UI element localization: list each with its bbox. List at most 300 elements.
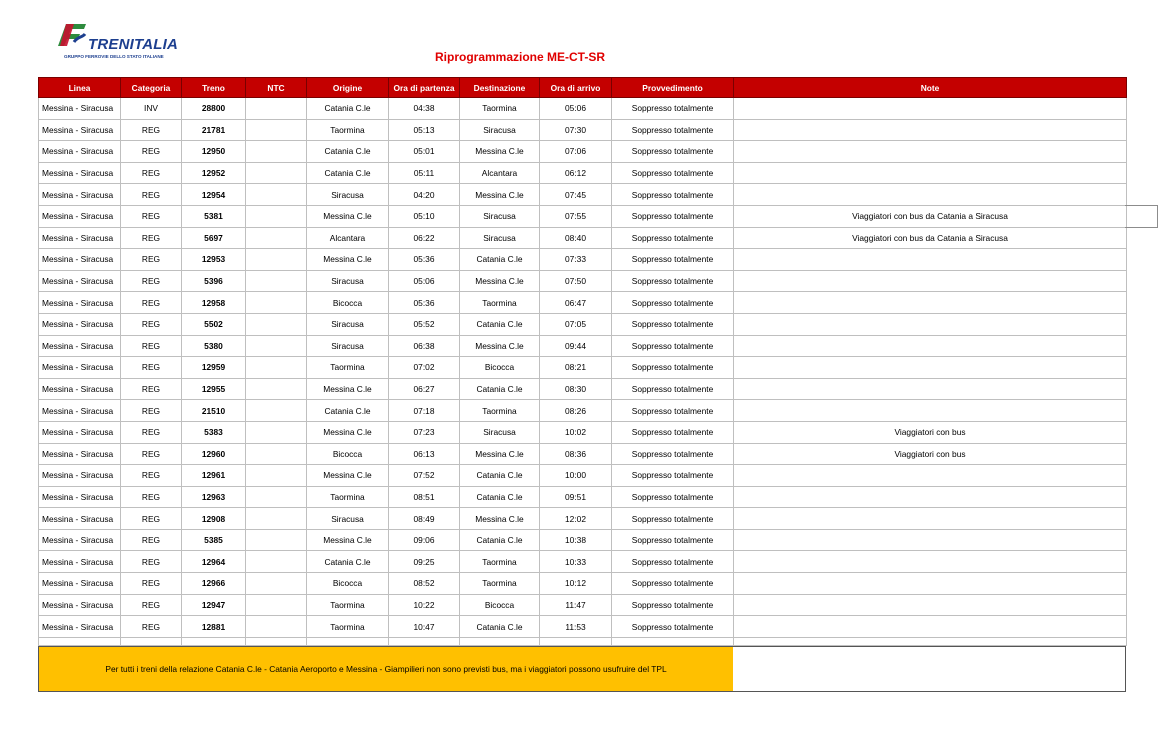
- cell-origine: Messina C.le: [307, 378, 389, 400]
- cell-linea: Messina - Siracusa: [39, 551, 121, 573]
- cell-linea: Messina - Siracusa: [39, 119, 121, 141]
- cell-ntc: [246, 378, 307, 400]
- cell-categoria: REG: [121, 443, 182, 465]
- cell-note: Viaggiatori con bus da Catania a Siracusa: [734, 227, 1127, 249]
- cell-ntc: [246, 465, 307, 487]
- cell-destinazione: Siracusa: [460, 421, 540, 443]
- cell-partenza: 09:06: [389, 529, 460, 551]
- cell-ntc: [246, 357, 307, 379]
- table-row: [39, 421, 1127, 443]
- cell-destinazione: Bicocca: [460, 594, 540, 616]
- table-row: [39, 249, 1127, 271]
- cell-treno: 12964: [182, 551, 246, 573]
- cell-categoria: REG: [121, 357, 182, 379]
- cell-destinazione: Messina C.le: [460, 270, 540, 292]
- table-row: [39, 378, 1127, 400]
- cell-note: Viaggiatori con bus da Catania a Siracusa: [734, 205, 1127, 227]
- cell-partenza: 05:52: [389, 313, 460, 335]
- cell-provvedimento: Soppresso totalmente: [612, 594, 734, 616]
- cell-ntc: [246, 421, 307, 443]
- cell-categoria: REG: [121, 378, 182, 400]
- cell-note: [734, 529, 1127, 551]
- cell-destinazione: Catania C.le: [460, 486, 540, 508]
- cell-origine: Bicocca: [307, 292, 389, 314]
- cell-ntc: [246, 227, 307, 249]
- spacer-cell: [246, 637, 307, 645]
- cell-arrivo: 11:53: [540, 616, 612, 638]
- column-header-provvedimento: Provvedimento: [612, 78, 734, 98]
- cell-provvedimento: Soppresso totalmente: [612, 443, 734, 465]
- cell-categoria: REG: [121, 529, 182, 551]
- cell-arrivo: 07:55: [540, 205, 612, 227]
- cell-note: [734, 313, 1127, 335]
- table-row: [39, 98, 1127, 120]
- cell-partenza: 10:47: [389, 616, 460, 638]
- cell-arrivo: 07:30: [540, 119, 612, 141]
- cell-linea: Messina - Siracusa: [39, 162, 121, 184]
- cell-partenza: 05:10: [389, 205, 460, 227]
- spacer-cell: [307, 637, 389, 645]
- cell-provvedimento: Soppresso totalmente: [612, 119, 734, 141]
- cell-destinazione: Taormina: [460, 98, 540, 120]
- table-row: [39, 486, 1127, 508]
- cell-arrivo: 08:40: [540, 227, 612, 249]
- footer-note: [38, 646, 1126, 692]
- cell-linea: Messina - Siracusa: [39, 443, 121, 465]
- cell-destinazione: Taormina: [460, 573, 540, 595]
- table-row: [39, 270, 1127, 292]
- cell-ntc: [246, 335, 307, 357]
- cell-linea: Messina - Siracusa: [39, 486, 121, 508]
- cell-ntc: [246, 551, 307, 573]
- trenitalia-logo: [52, 16, 182, 64]
- table-body: [39, 98, 1127, 646]
- cell-destinazione: Catania C.le: [460, 529, 540, 551]
- cell-origine: Catania C.le: [307, 400, 389, 422]
- column-header-linea: Linea: [39, 78, 121, 98]
- cell-partenza: 05:36: [389, 249, 460, 271]
- cell-note: [734, 465, 1127, 487]
- cell-ntc: [246, 529, 307, 551]
- cell-arrivo: 08:30: [540, 378, 612, 400]
- table-row: [39, 184, 1127, 206]
- cell-origine: Alcantara: [307, 227, 389, 249]
- cell-arrivo: 07:50: [540, 270, 612, 292]
- cell-note: [734, 162, 1127, 184]
- cell-destinazione: Taormina: [460, 400, 540, 422]
- cell-categoria: REG: [121, 335, 182, 357]
- cell-ntc: [246, 292, 307, 314]
- cell-treno: 5697: [182, 227, 246, 249]
- logo-brand-text: TRENITALIA: [88, 36, 179, 53]
- cell-categoria: REG: [121, 249, 182, 271]
- cell-categoria: REG: [121, 616, 182, 638]
- cell-partenza: 08:52: [389, 573, 460, 595]
- cell-origine: Taormina: [307, 119, 389, 141]
- cell-origine: Taormina: [307, 357, 389, 379]
- cell-categoria: REG: [121, 119, 182, 141]
- cell-partenza: 05:01: [389, 141, 460, 163]
- cell-destinazione: Messina C.le: [460, 443, 540, 465]
- cell-linea: Messina - Siracusa: [39, 508, 121, 530]
- cell-ntc: [246, 119, 307, 141]
- cell-arrivo: 07:45: [540, 184, 612, 206]
- cell-linea: Messina - Siracusa: [39, 270, 121, 292]
- cell-treno: 12954: [182, 184, 246, 206]
- cell-partenza: 07:23: [389, 421, 460, 443]
- cell-treno: 12908: [182, 508, 246, 530]
- header-row: [39, 78, 1127, 98]
- cell-destinazione: Taormina: [460, 292, 540, 314]
- cell-categoria: REG: [121, 313, 182, 335]
- cell-provvedimento: Soppresso totalmente: [612, 616, 734, 638]
- cell-origine: Siracusa: [307, 313, 389, 335]
- cell-linea: Messina - Siracusa: [39, 357, 121, 379]
- cell-destinazione: Alcantara: [460, 162, 540, 184]
- footer-notice-text: Per tutti i treni della relazione Catania C.le - Catania Aeroporto e Messina - Giampilieri non sono previsti bus, ma i viaggiatori possono usufruire del TPL: [105, 664, 667, 674]
- cell-destinazione: Messina C.le: [460, 184, 540, 206]
- cell-categoria: REG: [121, 205, 182, 227]
- cell-arrivo: 10:00: [540, 465, 612, 487]
- cell-categoria: REG: [121, 270, 182, 292]
- cell-treno: 28800: [182, 98, 246, 120]
- cell-note: [734, 551, 1127, 573]
- column-header-partenza: Ora di partenza: [389, 78, 460, 98]
- cell-arrivo: 07:05: [540, 313, 612, 335]
- cell-note: [734, 249, 1127, 271]
- footer-empty-cell: [733, 646, 1126, 692]
- cell-provvedimento: Soppresso totalmente: [612, 465, 734, 487]
- table-row: [39, 400, 1127, 422]
- cell-treno: 12958: [182, 292, 246, 314]
- cell-origine: Siracusa: [307, 508, 389, 530]
- cell-provvedimento: Soppresso totalmente: [612, 98, 734, 120]
- cell-provvedimento: Soppresso totalmente: [612, 313, 734, 335]
- cell-arrivo: 08:36: [540, 443, 612, 465]
- cell-partenza: 08:49: [389, 508, 460, 530]
- cell-origine: Catania C.le: [307, 551, 389, 573]
- cell-note: [734, 184, 1127, 206]
- page-title: Riprogrammazione ME-CT-SR: [434, 50, 605, 64]
- cell-categoria: REG: [121, 162, 182, 184]
- cell-note: [734, 616, 1127, 638]
- cell-ntc: [246, 98, 307, 120]
- cell-arrivo: 09:44: [540, 335, 612, 357]
- cell-treno: 12960: [182, 443, 246, 465]
- cell-note: [734, 400, 1127, 422]
- table-row: [39, 313, 1127, 335]
- cell-origine: Siracusa: [307, 335, 389, 357]
- cell-ntc: [246, 313, 307, 335]
- cell-destinazione: Catania C.le: [460, 249, 540, 271]
- cell-partenza: 08:51: [389, 486, 460, 508]
- cell-treno: 12961: [182, 465, 246, 487]
- column-header-note: Note: [734, 78, 1127, 98]
- cell-note: [734, 357, 1127, 379]
- cell-destinazione: Catania C.le: [460, 465, 540, 487]
- cell-note: [734, 573, 1127, 595]
- cell-linea: Messina - Siracusa: [39, 184, 121, 206]
- fs-logo-icon: [52, 16, 88, 52]
- cell-treno: 5385: [182, 529, 246, 551]
- column-header-destinazione: Destinazione: [460, 78, 540, 98]
- cell-origine: Taormina: [307, 486, 389, 508]
- cell-categoria: REG: [121, 551, 182, 573]
- cell-partenza: 06:22: [389, 227, 460, 249]
- cell-destinazione: Siracusa: [460, 227, 540, 249]
- cell-origine: Siracusa: [307, 184, 389, 206]
- cell-ntc: [246, 162, 307, 184]
- footer-notice-box: [38, 646, 734, 692]
- cell-provvedimento: Soppresso totalmente: [612, 141, 734, 163]
- cell-linea: Messina - Siracusa: [39, 249, 121, 271]
- cell-arrivo: 10:02: [540, 421, 612, 443]
- table-row: [39, 529, 1127, 551]
- cell-origine: Messina C.le: [307, 249, 389, 271]
- table-row: [39, 227, 1127, 249]
- cell-provvedimento: Soppresso totalmente: [612, 529, 734, 551]
- cell-linea: Messina - Siracusa: [39, 141, 121, 163]
- cell-treno: 5383: [182, 421, 246, 443]
- cell-treno: 12881: [182, 616, 246, 638]
- cell-arrivo: 07:33: [540, 249, 612, 271]
- cell-categoria: REG: [121, 486, 182, 508]
- cell-provvedimento: Soppresso totalmente: [612, 357, 734, 379]
- cell-categoria: REG: [121, 508, 182, 530]
- cell-origine: Bicocca: [307, 443, 389, 465]
- spacer-cell: [182, 637, 246, 645]
- cell-linea: Messina - Siracusa: [39, 594, 121, 616]
- cell-destinazione: Catania C.le: [460, 616, 540, 638]
- cell-categoria: REG: [121, 141, 182, 163]
- cell-linea: Messina - Siracusa: [39, 421, 121, 443]
- table-header: [39, 78, 1127, 98]
- column-header-origine: Origine: [307, 78, 389, 98]
- table-row: [39, 119, 1127, 141]
- table-row: [39, 573, 1127, 595]
- table-row: [39, 551, 1127, 573]
- cell-treno: 21510: [182, 400, 246, 422]
- cell-provvedimento: Soppresso totalmente: [612, 162, 734, 184]
- cell-destinazione: Messina C.le: [460, 335, 540, 357]
- cell-categoria: REG: [121, 292, 182, 314]
- cell-note: [734, 270, 1127, 292]
- cell-treno: 12955: [182, 378, 246, 400]
- cell-origine: Messina C.le: [307, 205, 389, 227]
- cell-linea: Messina - Siracusa: [39, 335, 121, 357]
- cell-origine: Messina C.le: [307, 529, 389, 551]
- cell-ntc: [246, 184, 307, 206]
- cell-arrivo: 10:33: [540, 551, 612, 573]
- table-row: [39, 616, 1127, 638]
- cell-provvedimento: Soppresso totalmente: [612, 335, 734, 357]
- cell-origine: Messina C.le: [307, 465, 389, 487]
- table-row: [39, 508, 1127, 530]
- cell-note: Viaggiatori con bus: [734, 443, 1127, 465]
- spacer-cell: [612, 637, 734, 645]
- cell-ntc: [246, 594, 307, 616]
- cell-arrivo: 12:02: [540, 508, 612, 530]
- cell-destinazione: Messina C.le: [460, 508, 540, 530]
- column-header-ntc: NTC: [246, 78, 307, 98]
- note-overflow-border: [1125, 205, 1158, 228]
- cell-treno: 12963: [182, 486, 246, 508]
- cell-arrivo: 10:38: [540, 529, 612, 551]
- cell-provvedimento: Soppresso totalmente: [612, 400, 734, 422]
- cell-linea: Messina - Siracusa: [39, 573, 121, 595]
- cell-arrivo: 06:47: [540, 292, 612, 314]
- cell-provvedimento: Soppresso totalmente: [612, 249, 734, 271]
- cell-ntc: [246, 443, 307, 465]
- cell-treno: 5396: [182, 270, 246, 292]
- cell-linea: Messina - Siracusa: [39, 205, 121, 227]
- cell-note: [734, 594, 1127, 616]
- cell-provvedimento: Soppresso totalmente: [612, 205, 734, 227]
- cell-categoria: REG: [121, 184, 182, 206]
- cell-provvedimento: Soppresso totalmente: [612, 270, 734, 292]
- cell-partenza: 05:36: [389, 292, 460, 314]
- column-header-arrivo: Ora di arrivo: [540, 78, 612, 98]
- cell-destinazione: Taormina: [460, 551, 540, 573]
- cell-arrivo: 11:47: [540, 594, 612, 616]
- cell-note: [734, 292, 1127, 314]
- cell-linea: Messina - Siracusa: [39, 227, 121, 249]
- cell-categoria: REG: [121, 594, 182, 616]
- cell-treno: 12966: [182, 573, 246, 595]
- cell-arrivo: 06:12: [540, 162, 612, 184]
- spacer-cell: [389, 637, 460, 645]
- cell-note: [734, 486, 1127, 508]
- cell-origine: Bicocca: [307, 573, 389, 595]
- cell-linea: Messina - Siracusa: [39, 400, 121, 422]
- cell-provvedimento: Soppresso totalmente: [612, 292, 734, 314]
- table-row: [39, 357, 1127, 379]
- cell-linea: Messina - Siracusa: [39, 529, 121, 551]
- trains-table: [38, 77, 1127, 646]
- cell-partenza: 09:25: [389, 551, 460, 573]
- cell-note: [734, 141, 1127, 163]
- cell-origine: Taormina: [307, 616, 389, 638]
- cell-provvedimento: Soppresso totalmente: [612, 573, 734, 595]
- column-header-treno: Treno: [182, 78, 246, 98]
- cell-note: [734, 98, 1127, 120]
- cell-destinazione: Siracusa: [460, 205, 540, 227]
- table-row: [39, 465, 1127, 487]
- cell-treno: 12959: [182, 357, 246, 379]
- spacer-cell: [734, 637, 1127, 645]
- cell-partenza: 05:13: [389, 119, 460, 141]
- cell-ntc: [246, 141, 307, 163]
- cell-categoria: REG: [121, 400, 182, 422]
- cell-ntc: [246, 486, 307, 508]
- cell-destinazione: Catania C.le: [460, 313, 540, 335]
- cell-note: [734, 378, 1127, 400]
- cell-origine: Catania C.le: [307, 162, 389, 184]
- cell-ntc: [246, 616, 307, 638]
- logo-subtitle: GRUPPO FERROVIE DELLO STATO ITALIANE: [64, 54, 164, 59]
- cell-destinazione: Messina C.le: [460, 141, 540, 163]
- table-row: [39, 141, 1127, 163]
- table-row: [39, 443, 1127, 465]
- cell-treno: 12950: [182, 141, 246, 163]
- cell-provvedimento: Soppresso totalmente: [612, 378, 734, 400]
- cell-destinazione: Siracusa: [460, 119, 540, 141]
- cell-partenza: 10:22: [389, 594, 460, 616]
- cell-provvedimento: Soppresso totalmente: [612, 421, 734, 443]
- cell-origine: Catania C.le: [307, 141, 389, 163]
- cell-origine: Siracusa: [307, 270, 389, 292]
- cell-partenza: 06:38: [389, 335, 460, 357]
- cell-ntc: [246, 270, 307, 292]
- cell-provvedimento: Soppresso totalmente: [612, 227, 734, 249]
- cell-treno: 5502: [182, 313, 246, 335]
- spacer-cell: [39, 637, 121, 645]
- cell-partenza: 07:18: [389, 400, 460, 422]
- cell-provvedimento: Soppresso totalmente: [612, 184, 734, 206]
- cell-treno: 5380: [182, 335, 246, 357]
- cell-origine: Messina C.le: [307, 421, 389, 443]
- cell-arrivo: 05:06: [540, 98, 612, 120]
- cell-arrivo: 07:06: [540, 141, 612, 163]
- cell-linea: Messina - Siracusa: [39, 98, 121, 120]
- cell-treno: 5381: [182, 205, 246, 227]
- cell-arrivo: 10:12: [540, 573, 612, 595]
- cell-note: [734, 508, 1127, 530]
- table-spacer-row: [39, 637, 1127, 645]
- cell-note: [734, 119, 1127, 141]
- table-row: [39, 335, 1127, 357]
- cell-categoria: REG: [121, 573, 182, 595]
- table-row: [39, 292, 1127, 314]
- cell-treno: 12947: [182, 594, 246, 616]
- cell-treno: 12953: [182, 249, 246, 271]
- cell-linea: Messina - Siracusa: [39, 292, 121, 314]
- cell-provvedimento: Soppresso totalmente: [612, 508, 734, 530]
- table-row: [39, 205, 1127, 227]
- cell-origine: Catania C.le: [307, 98, 389, 120]
- cell-partenza: 04:38: [389, 98, 460, 120]
- cell-partenza: 04:20: [389, 184, 460, 206]
- table-row: [39, 162, 1127, 184]
- cell-partenza: 05:06: [389, 270, 460, 292]
- cell-ntc: [246, 400, 307, 422]
- cell-destinazione: Catania C.le: [460, 378, 540, 400]
- cell-provvedimento: Soppresso totalmente: [612, 551, 734, 573]
- cell-note: [734, 335, 1127, 357]
- cell-treno: 12952: [182, 162, 246, 184]
- cell-ntc: [246, 249, 307, 271]
- cell-arrivo: 09:51: [540, 486, 612, 508]
- cell-destinazione: Bicocca: [460, 357, 540, 379]
- cell-partenza: 07:02: [389, 357, 460, 379]
- column-header-categoria: Categoria: [121, 78, 182, 98]
- cell-categoria: INV: [121, 98, 182, 120]
- cell-provvedimento: Soppresso totalmente: [612, 486, 734, 508]
- cell-partenza: 07:52: [389, 465, 460, 487]
- cell-partenza: 06:27: [389, 378, 460, 400]
- cell-treno: 21781: [182, 119, 246, 141]
- cell-note: Viaggiatori con bus: [734, 421, 1127, 443]
- cell-origine: Taormina: [307, 594, 389, 616]
- cell-ntc: [246, 573, 307, 595]
- cell-linea: Messina - Siracusa: [39, 378, 121, 400]
- cell-arrivo: 08:21: [540, 357, 612, 379]
- cell-partenza: 05:11: [389, 162, 460, 184]
- cell-linea: Messina - Siracusa: [39, 465, 121, 487]
- cell-ntc: [246, 508, 307, 530]
- cell-categoria: REG: [121, 421, 182, 443]
- table-row: [39, 594, 1127, 616]
